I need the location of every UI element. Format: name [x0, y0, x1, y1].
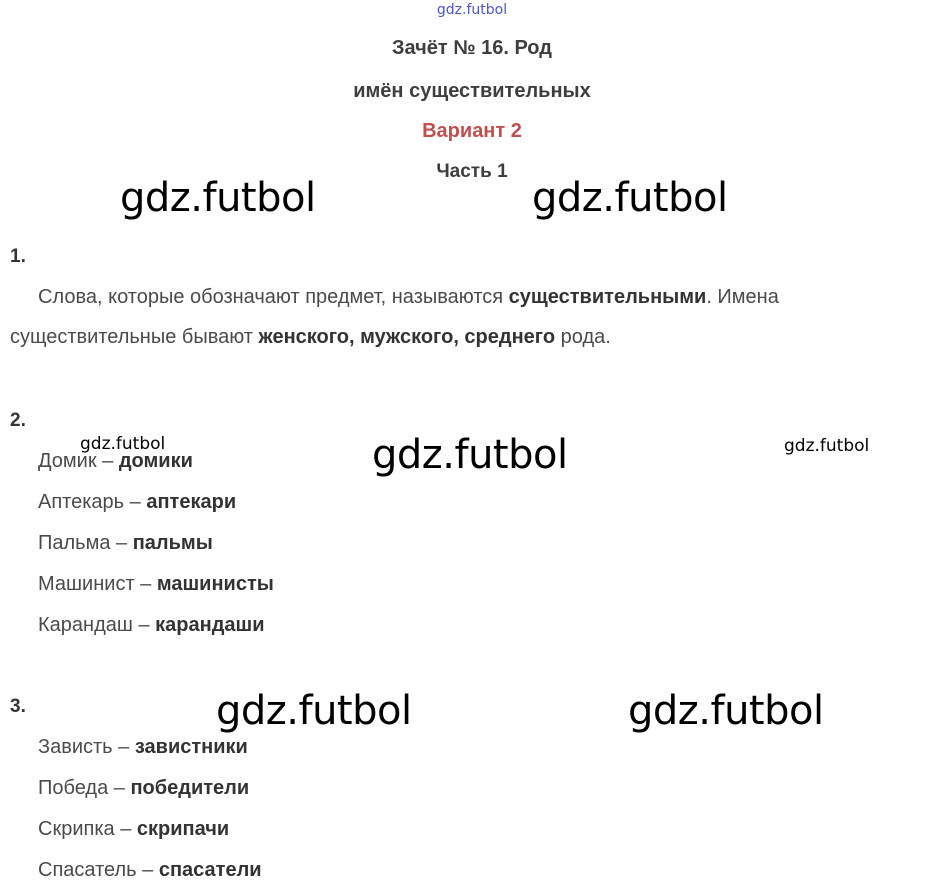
task1-line1: Слова, которые обозначают предмет, называются существительными. Имена: [38, 286, 779, 308]
list-item: Машинист – машинисты: [38, 573, 274, 595]
part-label: Часть 1: [436, 161, 508, 182]
page-title-line1: Зачёт № 16. Род: [392, 37, 552, 59]
watermark: gdz.futbol: [120, 175, 316, 221]
watermark-top: gdz.futbol: [436, 2, 508, 18]
variant-label: Вариант 2: [422, 120, 522, 142]
task-number: 2.: [10, 410, 26, 431]
list-item: Пальма – пальмы: [38, 532, 213, 554]
list-item: Карандаш – карандаши: [38, 614, 265, 636]
watermark: gdz.futbol: [628, 688, 824, 734]
watermark: gdz.futbol: [80, 434, 166, 454]
watermark: gdz.futbol: [532, 175, 728, 221]
task-number: 3.: [10, 696, 26, 717]
list-item: Спасатель – спасатели: [38, 859, 262, 881]
list-item: Домик – домики: [38, 450, 193, 472]
list-item: Скрипка – скрипачи: [38, 818, 230, 840]
watermark: gdz.futbol: [216, 688, 412, 734]
list-item: Зависть – завистники: [38, 736, 248, 758]
task1-line2: существительные бывают женского, мужского, среднего рода.: [10, 326, 611, 348]
task-number: 1.: [10, 246, 26, 267]
list-item: Победа – победители: [38, 777, 250, 799]
watermark: gdz.futbol: [372, 432, 568, 478]
watermark: gdz.futbol: [784, 436, 870, 456]
page-title-line2: имён существительных: [353, 80, 591, 102]
list-item: Аптекарь – аптекари: [38, 491, 237, 513]
